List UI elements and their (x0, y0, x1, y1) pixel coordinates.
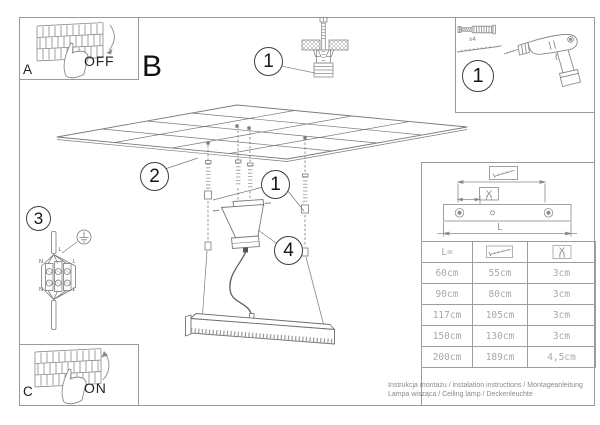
screw-distance-cell: 130cm (473, 326, 528, 347)
wire-label-top-left: N (39, 258, 43, 265)
lamp-bar (186, 314, 335, 345)
header-cut-length-cell (528, 242, 596, 263)
side-cutters-icon (548, 244, 576, 260)
dimension-drawing (438, 167, 578, 237)
length-cell: 150cm (422, 326, 473, 347)
screw-distance-cell: 55cm (473, 263, 528, 284)
header-screw-distance-cell (473, 242, 528, 263)
length-cell: 90cm (422, 284, 473, 305)
drill-icon (504, 34, 581, 86)
breaker-panel-icon (37, 23, 114, 78)
cut-length-cell: 3cm (528, 284, 596, 305)
canopy (213, 200, 276, 319)
length-cell: 60cm (422, 263, 473, 284)
on-label: ON (84, 380, 107, 396)
cut-length-cell: 3cm (528, 326, 596, 347)
screw-distance-cell: 80cm (473, 284, 528, 305)
size-table-row (422, 305, 596, 326)
size-table-row (422, 284, 596, 305)
step-1-rods-callout: 1 (261, 170, 290, 199)
step-4-canopy-callout: 4 (274, 236, 303, 265)
panel-a-label: A (23, 62, 33, 77)
panel-c-label: C (23, 384, 33, 399)
step-2-grid-callout: 2 (140, 162, 169, 191)
side-cutters-icon (487, 191, 492, 201)
ceiling-grid (57, 105, 467, 169)
step-1-anchor-callout: 1 (254, 47, 283, 76)
off-label: OFF (84, 53, 115, 69)
power-cable (230, 253, 252, 316)
length-dimension-label: L (497, 222, 503, 233)
pointing-hand-icon (62, 369, 86, 404)
wire-label-bottom-left: N (39, 287, 43, 293)
screw-icon (485, 244, 515, 260)
step-1-tools-callout: 1 (462, 60, 494, 92)
screw-distance-cell: 189cm (473, 347, 528, 368)
ceiling-anchor-detail (281, 18, 348, 78)
step-3-wiring-callout: 3 (26, 206, 51, 231)
cut-length-cell: 3cm (528, 305, 596, 326)
wire-label-top: L (58, 247, 62, 253)
cut-length-cell: 3cm (528, 263, 596, 284)
footer-line-2: Lampa wisząca / Ceiling lamp / Deckenleuchte (388, 391, 533, 399)
drill-bit-icon (457, 46, 502, 52)
size-table-row (422, 347, 596, 368)
footer-line-1: Instrukcja montażu / instalation instructions / Montageanleitung (388, 382, 583, 389)
size-table-row (422, 263, 596, 284)
anchor-quantity-label: x4 (469, 35, 476, 43)
wall-plug-icon (458, 25, 496, 34)
cut-length-cell: 4,5cm (528, 347, 596, 368)
footer-text (388, 381, 594, 400)
size-table-row (422, 326, 596, 347)
length-cell: 117cm (422, 305, 473, 326)
header-length-cell: L= (422, 242, 473, 263)
off-arrow-icon (109, 25, 114, 50)
wiring-diagram (42, 230, 92, 330)
screw-distance-cell: 105cm (473, 305, 528, 326)
step-b-label: B (142, 50, 163, 83)
length-cell: 200cm (422, 347, 473, 368)
wire-label-top-right: L (72, 258, 76, 265)
screw-icon (493, 170, 515, 177)
size-table-header-row (422, 242, 596, 263)
size-table (421, 241, 596, 368)
on-arrow-icon (103, 353, 109, 380)
wire-label-bottom-right: L (72, 287, 76, 293)
